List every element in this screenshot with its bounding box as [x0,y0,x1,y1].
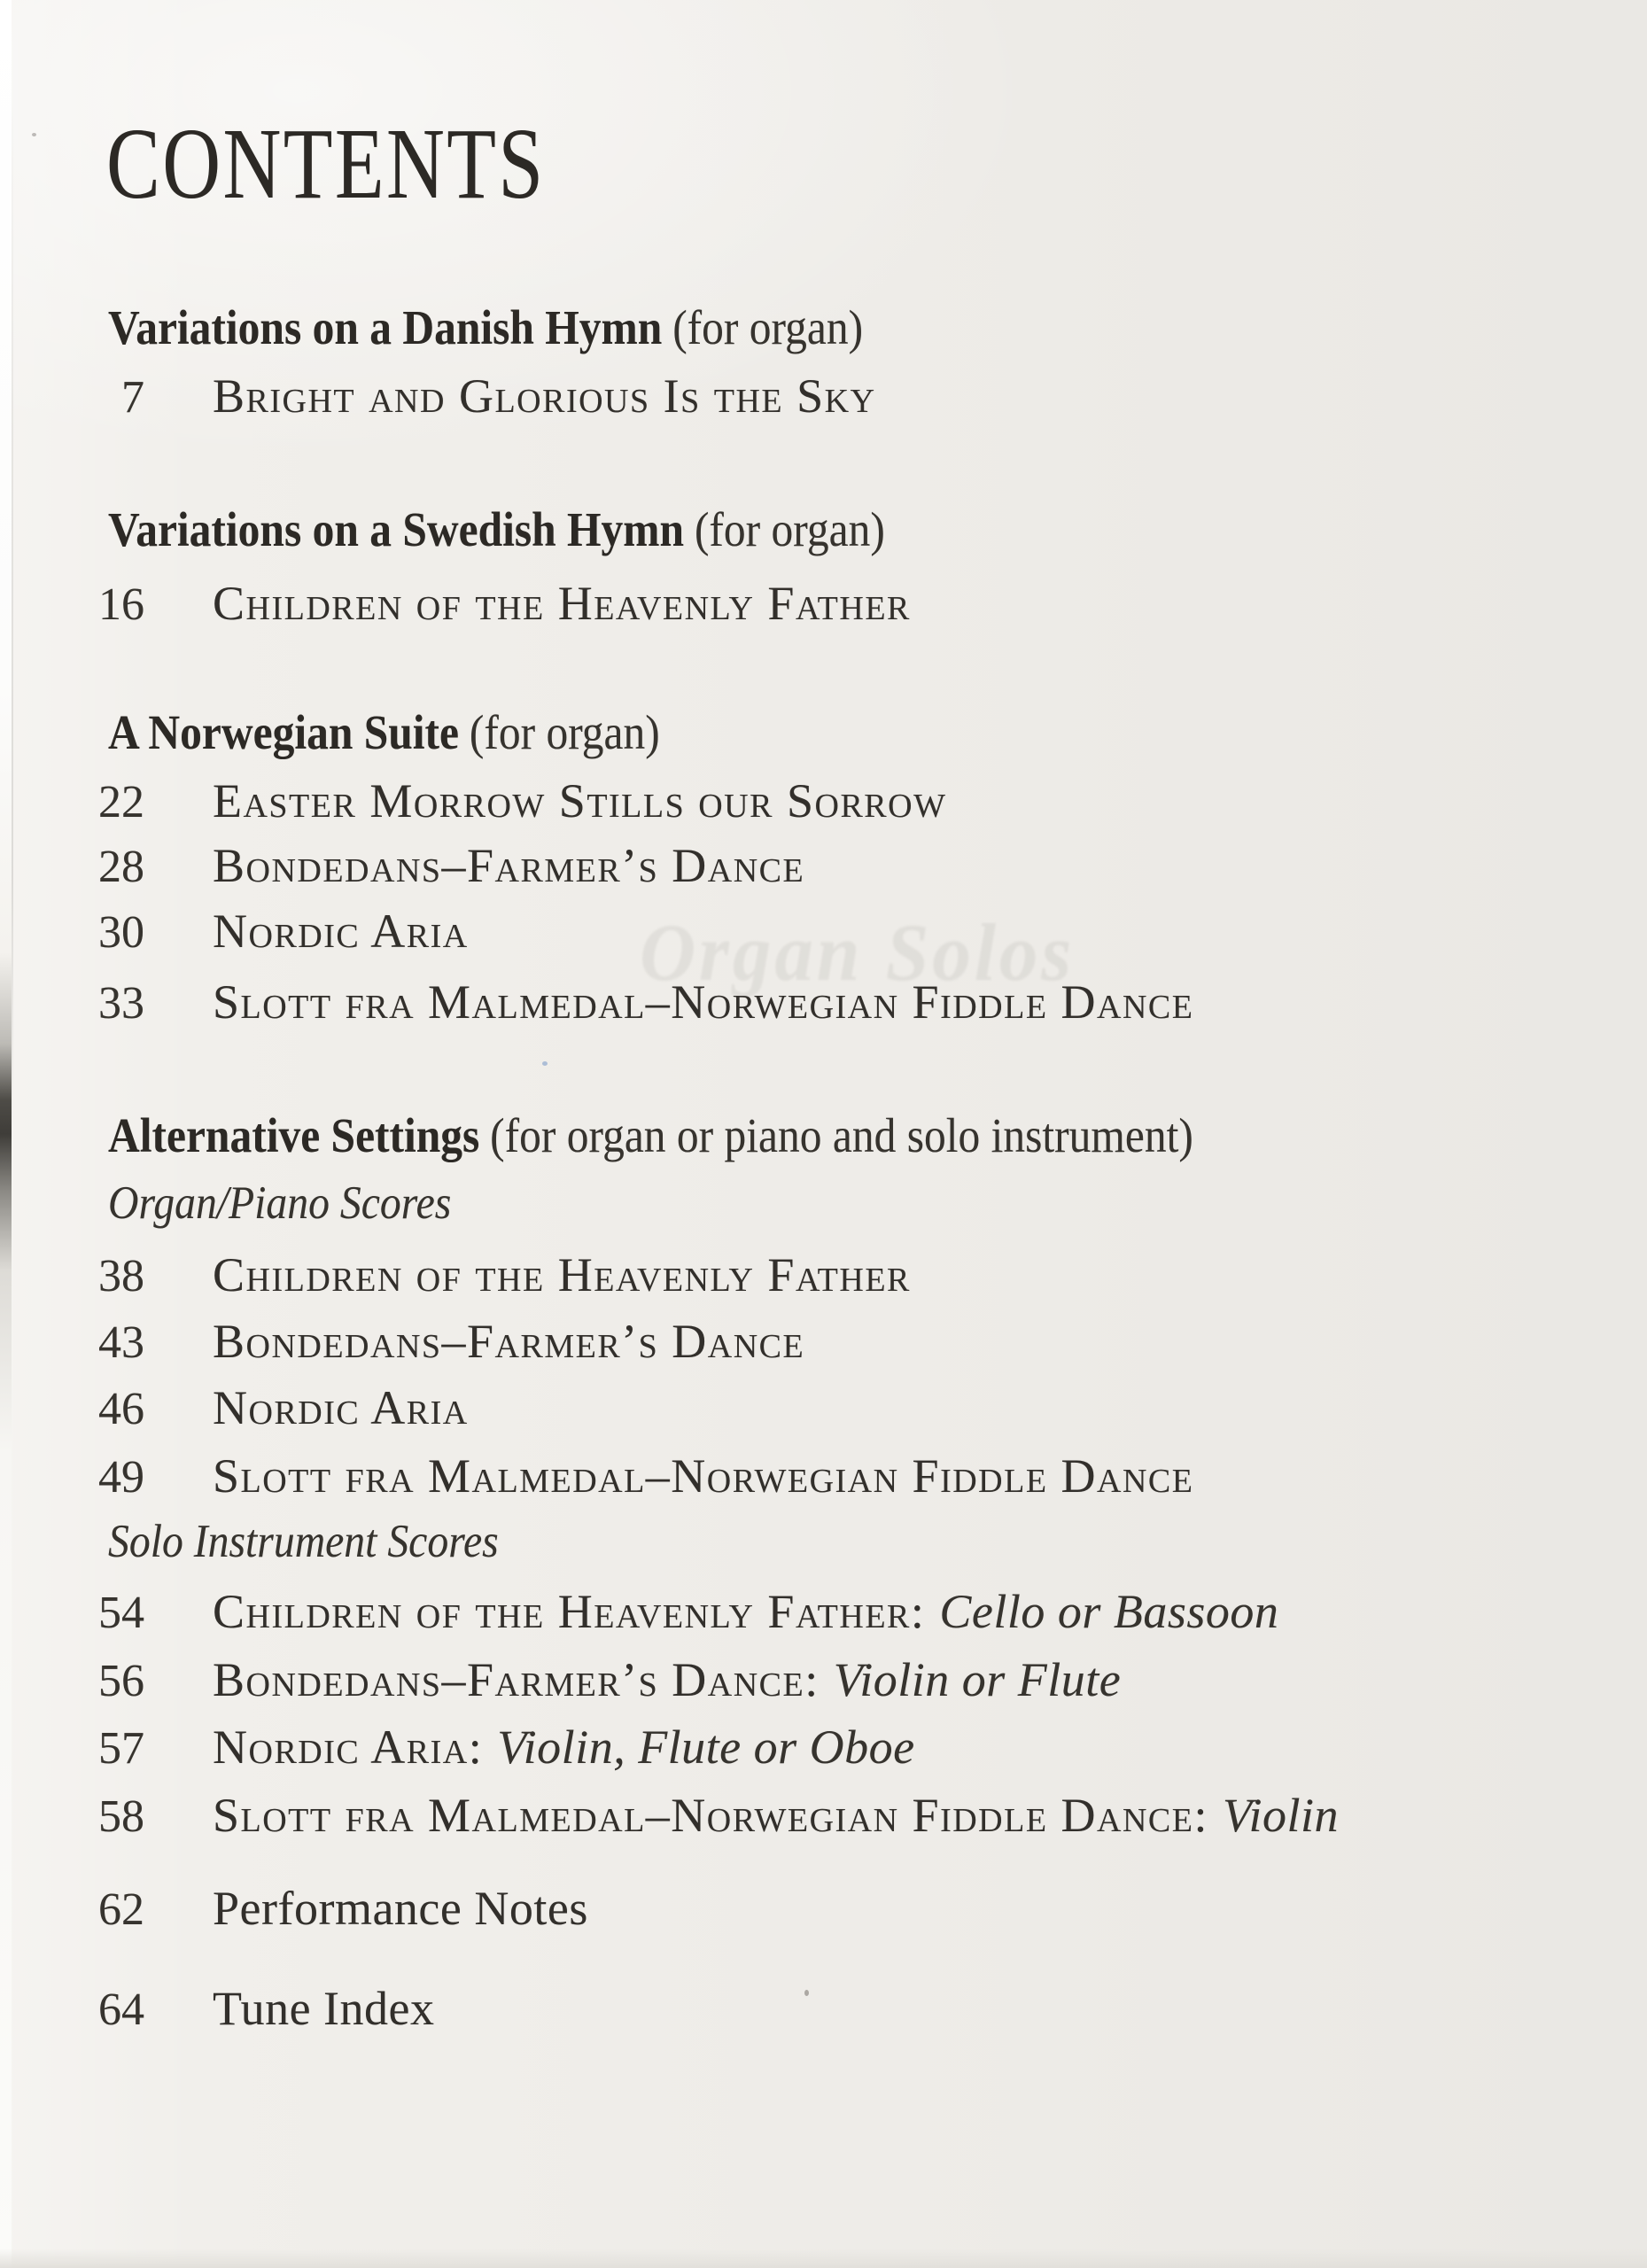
toc-entry-title: Slott fra Malmedal–Norwegian Fiddle Dance [213,975,1194,1029]
paper-edge-bottom [0,2249,1647,2268]
toc-entry [97,576,911,632]
section-heading-note: (for organ) [469,705,660,759]
section-heading-note: (for organ or piano and solo instrument) [490,1108,1193,1162]
toc-entry-detail: Cello or Bassoon [939,1585,1279,1638]
toc-entry-title: Bondedans–Farmer’s Dance [213,1315,805,1368]
toc-page-number: 38 [98,1251,144,1301]
toc-page-number: 33 [98,978,144,1029]
section-heading [108,704,721,760]
section-heading-title: Variations on a Swedish Hymn [108,502,685,556]
toc-entry [97,369,876,424]
subsection-label-text: Organ/Piano Scores [108,1177,452,1229]
page-title: CONTENTS [106,107,546,220]
toc-entry-title: Bondedans–Farmer’s Dance: [213,1653,820,1706]
toc-page-number: 58 [98,1791,144,1842]
toc-entry-title: Bondedans–Farmer’s Dance [213,839,805,892]
toc-entry [97,1314,804,1370]
toc-entry-detail: Violin or Flute [833,1653,1122,1706]
subsection-label-text: Solo Instrument Scores [108,1516,499,1567]
section-heading-note: (for organ) [672,300,864,354]
toc-entry-detail: Violin, Flute or Oboe [497,1720,915,1774]
section-heading-title: Alternative Settings [108,1108,480,1162]
paper-edge-left [0,0,12,2268]
toc-entry-title: Performance Notes [213,1882,588,1935]
subsection-label [108,1515,542,1569]
toc-entry [97,904,469,959]
toc-page-number: 49 [98,1452,144,1503]
toc-page-number: 64 [98,1984,144,2035]
toc-entry-title: Children of the Heavenly Father [213,1248,911,1301]
toc-entry-title: Slott fra Malmedal–Norwegian Fiddle Dance [213,1449,1194,1503]
toc-page-number: 7 [121,372,144,423]
toc-page-number: 54 [98,1588,144,1638]
toc-entry-title: Nordic Aria [213,1381,469,1434]
toc-entry [97,1380,469,1436]
toc-entry-title: Nordic Aria [213,905,469,958]
toc-entry [97,1720,915,1775]
toc-entry [97,838,804,894]
toc-entry-detail: Violin [1222,1789,1339,1842]
subsection-label [108,1177,489,1231]
toc-entry [97,1247,911,1303]
toc-page-number: 57 [98,1723,144,1774]
section-heading [108,299,947,355]
toc-page-number: 62 [98,1884,144,1935]
show-through-watermark: Organ Solos [640,907,1076,998]
toc-page-number: 46 [98,1384,144,1434]
toc-page-number: 43 [98,1317,144,1368]
toc-entry [97,975,1193,1030]
toc-entry-title: Children of the Heavenly Father [213,577,911,630]
paper-edge-shadow [12,97,13,1143]
toc-entry-title: Tune Index [213,1982,435,2035]
toc-entry [97,1881,588,1937]
section-heading-note: (for organ) [694,502,885,556]
toc-entry-title: Slott fra Malmedal–Norwegian Fiddle Dance: [213,1789,1208,1842]
section-heading [108,1107,1314,1163]
paper-speck [804,1990,809,1996]
toc-entry [97,1584,1278,1640]
toc-entry-title: Nordic Aria: [213,1720,484,1774]
toc-entry-title: Easter Morrow Stills our Sorrow [213,774,947,827]
toc-page-number: 22 [98,777,144,827]
toc-entry [97,1652,1121,1708]
toc-page-number: 30 [98,907,144,958]
section-heading-title: Variations on a Danish Hymn [108,300,663,354]
toc-entry-title: Bright and Glorious Is the Sky [213,369,876,423]
paper-speck [542,1061,548,1066]
section-heading-title: A Norwegian Suite [108,705,459,759]
toc-entry [97,773,946,829]
toc-entry [97,1788,1339,1844]
paper-speck [32,133,36,136]
toc-page-number: 16 [98,579,144,630]
toc-entry [97,1981,435,2037]
toc-page-number: 56 [98,1656,144,1706]
section-heading [108,501,971,557]
toc-page-number: 28 [98,842,144,892]
toc-entry [97,1449,1193,1504]
toc-entry-title: Children of the Heavenly Father: [213,1585,926,1638]
